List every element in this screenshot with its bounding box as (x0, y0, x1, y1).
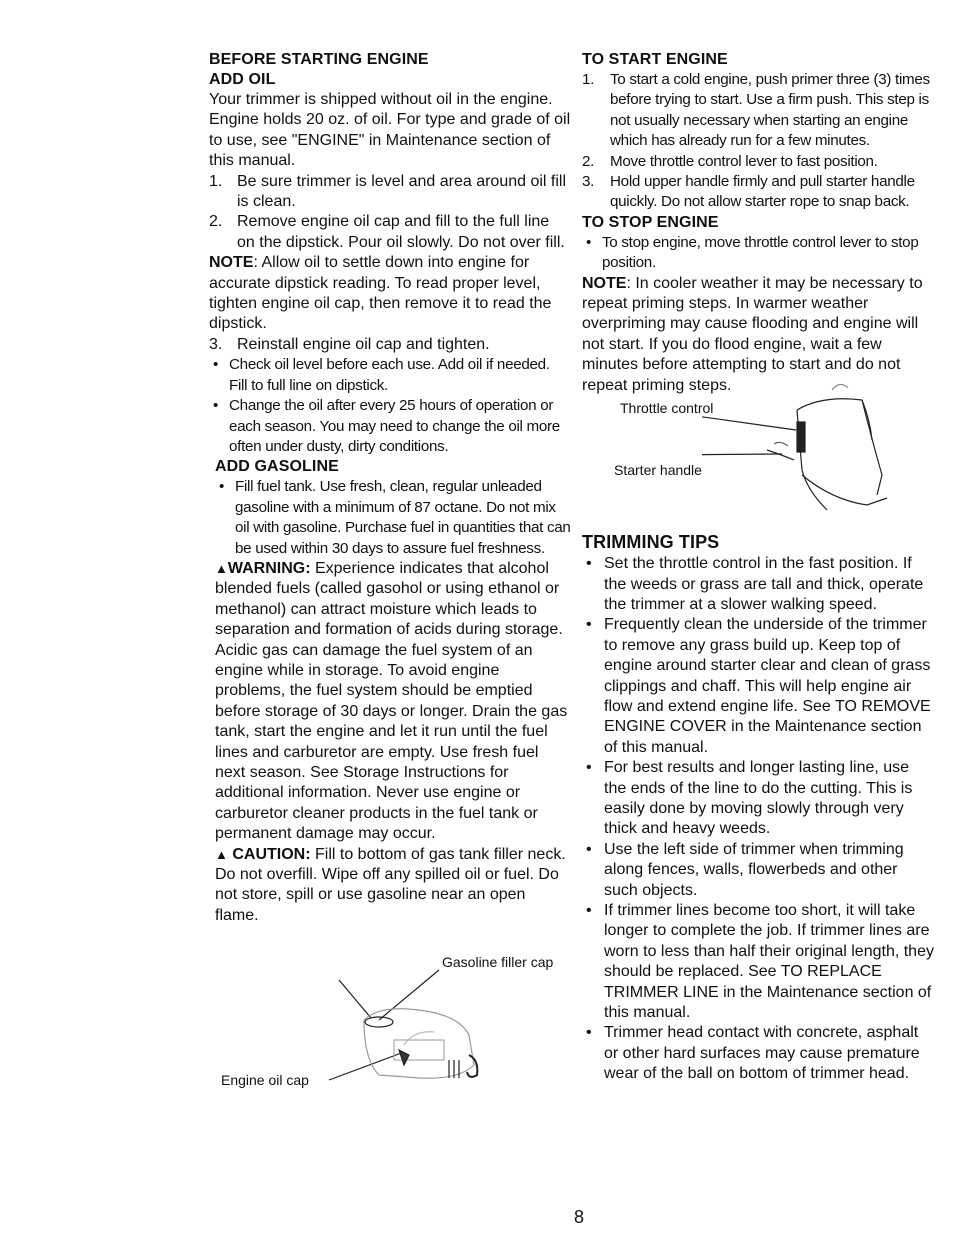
figure-label-oil-cap: Engine oil cap (221, 1072, 309, 1089)
note-priming: NOTE: In cooler weather it may be necessary to repeat priming steps. In warmer weather overpriming may cause flooding and engine will not start. If you do flood engine, wait a few minutes before attempting to start and do not repeat priming steps. (582, 274, 923, 394)
list-item: • Use the left side of trimmer when trimming along fences, walls, flowerbeds and other such objects. (582, 840, 934, 901)
list-item: • For best results and longer lasting line, use the ends of the line to do the cutting. This is easily done by moving slowly through very thick and heavy weeds. (582, 758, 934, 840)
heading-add-oil: ADD OIL (209, 71, 276, 88)
warning-paragraph: ▲WARNING: Experience indicates that alcohol blended fuels (called gasohol or using ethanol or methanol) can attract moisture which leads to separation and formation of acids during storage. Acidic gas can damage the fuel system of an engine while in storage. To avoid engine problems, the fuel system should be emptied before storage of 30 days or longer. Drain the gas tank, start the engine and let it run until the fuel lines and carburetor are empty. Use fresh fuel next season. See Storage Instructions for additional information. Never use engine or carburetor cleaner products in the fuel tank or permanent damage may occur. (215, 559, 568, 843)
note-oil: NOTE: Allow oil to settle down into engine for accurate dipstick reading. To read proper level, tighten engine oil cap, then remove it to read the dipstick. (209, 254, 552, 333)
list-item: • Set the throttle control in the fast position. If the weeds or grass are tall and thick, operate the trimmer at a slower walking speed. (582, 554, 934, 615)
handle-illustration (702, 380, 902, 520)
add-oil-steps (209, 172, 571, 254)
page-number: 8 (574, 1207, 585, 1227)
list-item: • To stop engine, move throttle control lever to stop position. (582, 233, 934, 274)
trimming-tips-list (582, 554, 934, 1085)
warning-triangle-icon: ▲ (215, 560, 228, 576)
add-oil-step3 (209, 335, 571, 355)
start-steps (582, 70, 934, 213)
heading-add-gasoline: ADD GASOLINE (215, 458, 339, 476)
stop-bullets (582, 233, 934, 274)
oil-bullets (209, 355, 571, 457)
add-oil-intro: Your trimmer is shipped without oil in the engine. Engine holds 20 oz. of oil. For type and grade of oil to use, see "ENGINE" in Maintenance section of this manual. (209, 91, 571, 170)
caution-paragraph: ▲ CAUTION: Fill to bottom of gas tank filler neck. Do not overfill. Wipe off any spilled oil or fuel. Do not store, spill or use gasoline near an open flame. (215, 845, 566, 924)
figure-label-starter: Starter handle (614, 462, 702, 479)
heading-trimming-tips: TRIMMING TIPS (582, 532, 720, 553)
list-item: 3. Hold upper handle firmly and pull starter handle quickly. Do not allow starter rope to snap back. (582, 173, 915, 211)
list-item: • If trimmer lines become too short, it will take longer to complete the job. If trimmer lines are worn to less than half their original length, they should be replaced. See TO REPLACE TRIMMER LINE in the Maintenance section of this manual. (582, 901, 934, 1023)
list-item: • Fill fuel tank. Use fresh, clean, regular unleaded gasoline with a minimum of 87 octane. Do not mix oil with gasoline. Purchase fuel in quantities that can be used within 30 days to assure fuel freshness. (215, 477, 571, 559)
heading-to-start-engine: TO START ENGINE (582, 51, 728, 68)
engine-illustration (309, 960, 509, 1110)
heading-to-stop-engine: TO STOP ENGINE (582, 213, 719, 231)
figure-label-gasoline-cap: Gasoline filler cap (442, 954, 554, 971)
engine-figure (209, 950, 571, 1110)
gas-bullets (209, 477, 571, 559)
list-item: • Trimmer head contact with concrete, asphalt or other hard surfaces may cause premature wear of the ball on bottom of trimmer head. (582, 1023, 934, 1084)
list-item: 2. Remove engine oil cap and fill to the full line on the dipstick. Pour oil slowly. Do not over fill. (209, 213, 565, 251)
heading-before-starting: BEFORE STARTING ENGINE (209, 51, 429, 68)
left-column (209, 50, 571, 1110)
list-item: • Change the oil after every 25 hours of operation or each season. You may need to change the oil more often under dusty, dirty conditions. (209, 396, 571, 457)
figure-label-throttle: Throttle control (620, 400, 714, 417)
trimmer-handle-figure (582, 396, 934, 526)
caution-triangle-icon: ▲ (215, 846, 228, 862)
right-column (582, 50, 934, 1085)
list-item: 1. To start a cold engine, push primer three (3) times before trying to start. Use a firm push. This step is not usually necessary when starting an engine which has already run for a few minutes. (582, 71, 930, 150)
list-item: 1. Be sure trimmer is level and area around oil fill is clean. (209, 172, 567, 211)
list-item: 2. Move throttle control lever to fast position. (582, 152, 878, 170)
list-item: • Check oil level before each use. Add oil if needed. Fill to full line on dipstick. (209, 355, 571, 396)
list-item: 3. Reinstall engine oil cap and tighten. (209, 335, 490, 353)
list-item: • Frequently clean the underside of the trimmer to remove any grass build up. Keep top of engine around starter clear and clean of grass clippings and chaff. This will help engine air flow and extend engine life. See TO REMOVE ENGINE COVER in the Maintenance section of this manual. (582, 615, 934, 758)
